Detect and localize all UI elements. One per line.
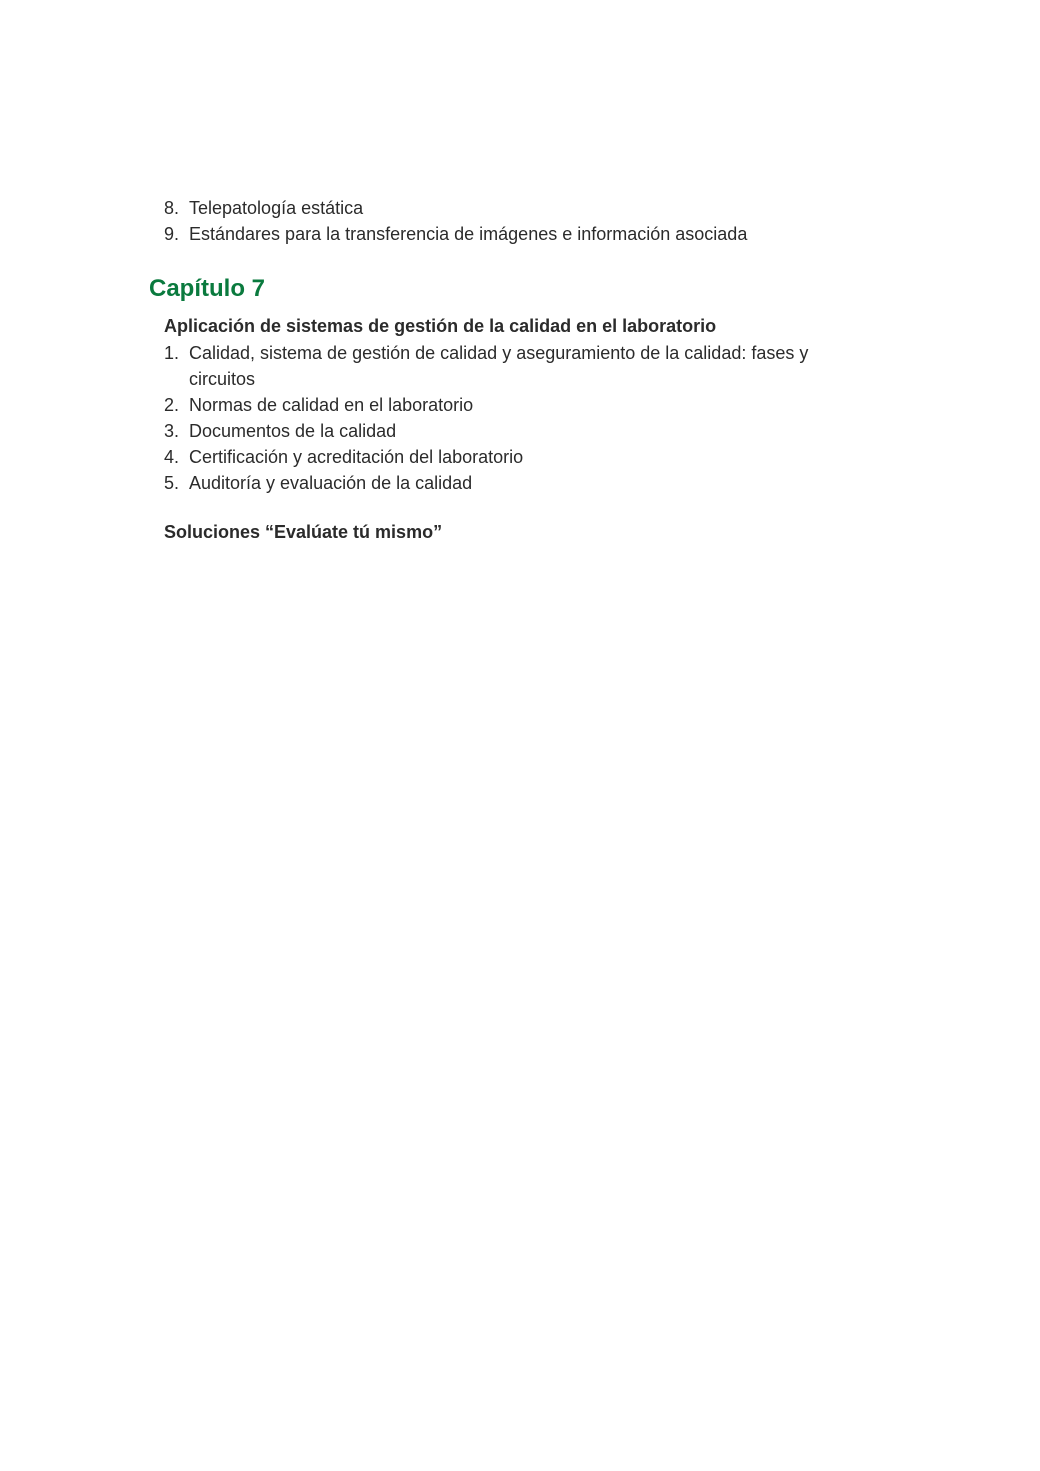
chapter-7-list [164,340,809,496]
list-item [164,444,809,470]
item-text: Estándares para la transferencia de imágenes e información asociada [189,224,748,244]
item-number: 1. [164,343,180,363]
chapter-title: Capítulo 7 [149,275,266,302]
list-item [164,470,809,496]
list-item [164,418,809,444]
list-item [164,392,809,418]
item-number: 5. [164,473,180,493]
item-number: 4. [164,447,180,467]
list-item [164,340,809,392]
item-text: Documentos de la calidad [189,421,397,441]
item-text: Auditoría y evaluación de la calidad [189,473,473,493]
list-item [164,195,809,221]
item-number: 2. [164,395,180,415]
item-text: Certificación y acreditación del laboratorio [189,447,524,467]
list-item [164,221,809,247]
item-number: 8. [164,198,180,218]
previous-chapter-list [164,195,809,247]
item-text: Normas de calidad en el laboratorio [189,395,474,415]
item-text: Telepatología estática [189,198,364,218]
chapter-subtitle: Aplicación de sistemas de gestión de la calidad en el laboratorio [164,316,717,336]
item-number: 3. [164,421,180,441]
item-number: 9. [164,224,180,244]
solutions-heading: Soluciones “Evalúate tú mismo” [164,522,443,542]
item-text: Calidad, sistema de gestión de calidad y aseguramiento de la calidad: fases y circuitos [189,343,809,389]
